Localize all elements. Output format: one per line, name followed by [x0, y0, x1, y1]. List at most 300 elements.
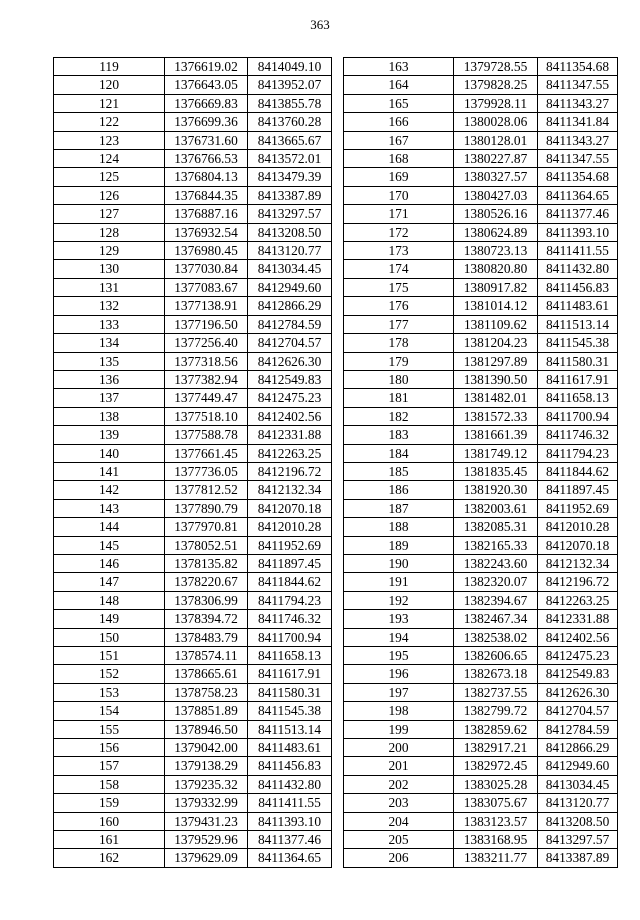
x-coordinate-cell: 1381661.39 [454, 426, 538, 444]
table-row [54, 518, 332, 536]
point-number-cell: 181 [344, 389, 454, 407]
point-number-cell: 160 [54, 812, 165, 830]
table-row [54, 297, 332, 315]
point-number-cell: 197 [344, 683, 454, 701]
table-row [344, 223, 618, 241]
y-coordinate-cell: 8411354.68 [538, 168, 618, 186]
x-coordinate-cell: 1377588.78 [165, 426, 248, 444]
y-coordinate-cell: 8412949.60 [538, 757, 618, 775]
table-row [54, 647, 332, 665]
y-coordinate-cell: 8411844.62 [538, 462, 618, 480]
y-coordinate-cell: 8412704.57 [248, 334, 332, 352]
table-row [54, 757, 332, 775]
table-row [54, 76, 332, 94]
table-row [54, 389, 332, 407]
point-number-cell: 185 [344, 462, 454, 480]
x-coordinate-cell: 1377382.94 [165, 370, 248, 388]
y-coordinate-cell: 8411456.83 [248, 757, 332, 775]
x-coordinate-cell: 1377083.67 [165, 278, 248, 296]
table-row [54, 683, 332, 701]
x-coordinate-cell: 1377318.56 [165, 352, 248, 370]
point-number-cell: 143 [54, 499, 165, 517]
y-coordinate-cell: 8412196.72 [248, 462, 332, 480]
x-coordinate-cell: 1377449.47 [165, 389, 248, 407]
x-coordinate-cell: 1378306.99 [165, 591, 248, 609]
point-number-cell: 182 [344, 407, 454, 425]
table-row [344, 462, 618, 480]
point-number-cell: 159 [54, 794, 165, 812]
table-row [54, 426, 332, 444]
table-row [344, 775, 618, 793]
point-number-cell: 144 [54, 518, 165, 536]
point-number-cell: 162 [54, 849, 165, 867]
y-coordinate-cell: 8411347.55 [538, 150, 618, 168]
table-row [54, 849, 332, 867]
y-coordinate-cell: 8411483.61 [538, 297, 618, 315]
x-coordinate-cell: 1381109.62 [454, 315, 538, 333]
point-number-cell: 123 [54, 131, 165, 149]
x-coordinate-cell: 1377256.40 [165, 334, 248, 352]
table-row [344, 739, 618, 757]
x-coordinate-cell: 1378052.51 [165, 536, 248, 554]
y-coordinate-cell: 8412331.88 [248, 426, 332, 444]
x-coordinate-cell: 1377030.84 [165, 260, 248, 278]
y-coordinate-cell: 8413479.39 [248, 168, 332, 186]
x-coordinate-cell: 1380427.03 [454, 186, 538, 204]
y-coordinate-cell: 8413120.77 [248, 242, 332, 260]
y-coordinate-cell: 8413572.01 [248, 150, 332, 168]
point-number-cell: 122 [54, 113, 165, 131]
y-coordinate-cell: 8413387.89 [538, 849, 618, 867]
table-row [344, 150, 618, 168]
table-row [344, 58, 618, 76]
x-coordinate-cell: 1383211.77 [454, 849, 538, 867]
point-number-cell: 120 [54, 76, 165, 94]
table-row [54, 610, 332, 628]
y-coordinate-cell: 8411341.84 [538, 113, 618, 131]
y-coordinate-cell: 8411343.27 [538, 94, 618, 112]
point-number-cell: 198 [344, 702, 454, 720]
table-row [344, 370, 618, 388]
x-coordinate-cell: 1378220.67 [165, 573, 248, 591]
point-number-cell: 119 [54, 58, 165, 76]
y-coordinate-cell: 8411952.69 [538, 499, 618, 517]
table-row [344, 812, 618, 830]
y-coordinate-cell: 8411343.27 [538, 131, 618, 149]
x-coordinate-cell: 1379828.25 [454, 76, 538, 94]
point-number-cell: 140 [54, 444, 165, 462]
point-number-cell: 184 [344, 444, 454, 462]
x-coordinate-cell: 1379332.99 [165, 794, 248, 812]
table-row [54, 481, 332, 499]
y-coordinate-cell: 8411617.91 [538, 370, 618, 388]
y-coordinate-cell: 8412784.59 [538, 720, 618, 738]
x-coordinate-cell: 1379728.55 [454, 58, 538, 76]
point-number-cell: 195 [344, 647, 454, 665]
point-number-cell: 179 [344, 352, 454, 370]
coordinates-table-right [343, 57, 618, 868]
x-coordinate-cell: 1377970.81 [165, 518, 248, 536]
x-coordinate-cell: 1379629.09 [165, 849, 248, 867]
table-row [344, 628, 618, 646]
x-coordinate-cell: 1382538.02 [454, 628, 538, 646]
point-number-cell: 168 [344, 150, 454, 168]
table-row [54, 223, 332, 241]
table-row [344, 518, 618, 536]
point-number-cell: 175 [344, 278, 454, 296]
y-coordinate-cell: 8411377.46 [248, 831, 332, 849]
x-coordinate-cell: 1377518.10 [165, 407, 248, 425]
x-coordinate-cell: 1381390.50 [454, 370, 538, 388]
y-coordinate-cell: 8411952.69 [248, 536, 332, 554]
x-coordinate-cell: 1381297.89 [454, 352, 538, 370]
y-coordinate-cell: 8411897.45 [538, 481, 618, 499]
x-coordinate-cell: 1382917.21 [454, 739, 538, 757]
table-row [344, 794, 618, 812]
x-coordinate-cell: 1383123.57 [454, 812, 538, 830]
x-coordinate-cell: 1376887.16 [165, 205, 248, 223]
table-row [54, 591, 332, 609]
table-row [344, 297, 618, 315]
point-number-cell: 201 [344, 757, 454, 775]
table-row [344, 591, 618, 609]
table-row [54, 168, 332, 186]
x-coordinate-cell: 1379138.29 [165, 757, 248, 775]
x-coordinate-cell: 1378574.11 [165, 647, 248, 665]
point-number-cell: 134 [54, 334, 165, 352]
table-row [344, 665, 618, 683]
x-coordinate-cell: 1382003.61 [454, 499, 538, 517]
point-number-cell: 205 [344, 831, 454, 849]
y-coordinate-cell: 8412549.83 [248, 370, 332, 388]
x-coordinate-cell: 1379529.96 [165, 831, 248, 849]
y-coordinate-cell: 8412626.30 [248, 352, 332, 370]
point-number-cell: 130 [54, 260, 165, 278]
y-coordinate-cell: 8411580.31 [248, 683, 332, 701]
table-row [344, 168, 618, 186]
table-row [344, 757, 618, 775]
table-row [344, 76, 618, 94]
y-coordinate-cell: 8413855.78 [248, 94, 332, 112]
x-coordinate-cell: 1378665.61 [165, 665, 248, 683]
x-coordinate-cell: 1382737.55 [454, 683, 538, 701]
table-row [344, 407, 618, 425]
point-number-cell: 135 [54, 352, 165, 370]
table-row [54, 702, 332, 720]
y-coordinate-cell: 8413034.45 [248, 260, 332, 278]
y-coordinate-cell: 8412475.23 [248, 389, 332, 407]
y-coordinate-cell: 8411513.14 [538, 315, 618, 333]
y-coordinate-cell: 8411483.61 [248, 739, 332, 757]
x-coordinate-cell: 1380327.57 [454, 168, 538, 186]
coordinates-table-right-body [344, 58, 618, 868]
table-row [344, 536, 618, 554]
point-number-cell: 189 [344, 536, 454, 554]
table-row [54, 150, 332, 168]
y-coordinate-cell: 8411432.80 [248, 775, 332, 793]
table-row [344, 499, 618, 517]
x-coordinate-cell: 1376844.35 [165, 186, 248, 204]
y-coordinate-cell: 8412132.34 [538, 554, 618, 572]
y-coordinate-cell: 8412549.83 [538, 665, 618, 683]
point-number-cell: 180 [344, 370, 454, 388]
x-coordinate-cell: 1382673.18 [454, 665, 538, 683]
point-number-cell: 167 [344, 131, 454, 149]
point-number-cell: 138 [54, 407, 165, 425]
x-coordinate-cell: 1383168.95 [454, 831, 538, 849]
table-row [54, 113, 332, 131]
table-row [54, 665, 332, 683]
table-row [54, 554, 332, 572]
point-number-cell: 206 [344, 849, 454, 867]
point-number-cell: 204 [344, 812, 454, 830]
table-row [344, 720, 618, 738]
x-coordinate-cell: 1382320.07 [454, 573, 538, 591]
x-coordinate-cell: 1378851.89 [165, 702, 248, 720]
x-coordinate-cell: 1378483.79 [165, 628, 248, 646]
point-number-cell: 141 [54, 462, 165, 480]
y-coordinate-cell: 8413034.45 [538, 775, 618, 793]
table-row [54, 720, 332, 738]
table-row [54, 775, 332, 793]
y-coordinate-cell: 8411364.65 [248, 849, 332, 867]
point-number-cell: 155 [54, 720, 165, 738]
point-number-cell: 127 [54, 205, 165, 223]
y-coordinate-cell: 8411411.55 [538, 242, 618, 260]
x-coordinate-cell: 1376804.13 [165, 168, 248, 186]
table-row [54, 499, 332, 517]
y-coordinate-cell: 8411377.46 [538, 205, 618, 223]
table-row [344, 444, 618, 462]
point-number-cell: 124 [54, 150, 165, 168]
y-coordinate-cell: 8413208.50 [248, 223, 332, 241]
table-row [54, 242, 332, 260]
point-number-cell: 129 [54, 242, 165, 260]
table-row [54, 739, 332, 757]
table-row [344, 186, 618, 204]
y-coordinate-cell: 8411658.13 [538, 389, 618, 407]
point-number-cell: 146 [54, 554, 165, 572]
point-number-cell: 176 [344, 297, 454, 315]
y-coordinate-cell: 8411545.38 [538, 334, 618, 352]
x-coordinate-cell: 1382606.65 [454, 647, 538, 665]
point-number-cell: 147 [54, 573, 165, 591]
y-coordinate-cell: 8413297.57 [248, 205, 332, 223]
point-number-cell: 148 [54, 591, 165, 609]
point-number-cell: 154 [54, 702, 165, 720]
y-coordinate-cell: 8413297.57 [538, 831, 618, 849]
y-coordinate-cell: 8411794.23 [538, 444, 618, 462]
x-coordinate-cell: 1376731.60 [165, 131, 248, 149]
x-coordinate-cell: 1377812.52 [165, 481, 248, 499]
point-number-cell: 200 [344, 739, 454, 757]
x-coordinate-cell: 1382972.45 [454, 757, 538, 775]
table-row [54, 536, 332, 554]
y-coordinate-cell: 8413208.50 [538, 812, 618, 830]
point-number-cell: 172 [344, 223, 454, 241]
point-number-cell: 152 [54, 665, 165, 683]
x-coordinate-cell: 1383075.67 [454, 794, 538, 812]
point-number-cell: 202 [344, 775, 454, 793]
x-coordinate-cell: 1380820.80 [454, 260, 538, 278]
x-coordinate-cell: 1377890.79 [165, 499, 248, 517]
x-coordinate-cell: 1376619.02 [165, 58, 248, 76]
point-number-cell: 191 [344, 573, 454, 591]
y-coordinate-cell: 8411580.31 [538, 352, 618, 370]
point-number-cell: 151 [54, 647, 165, 665]
point-number-cell: 142 [54, 481, 165, 499]
table-row [344, 205, 618, 223]
x-coordinate-cell: 1381835.45 [454, 462, 538, 480]
y-coordinate-cell: 8412866.29 [538, 739, 618, 757]
y-coordinate-cell: 8412263.25 [538, 591, 618, 609]
y-coordinate-cell: 8411700.94 [248, 628, 332, 646]
table-row [344, 573, 618, 591]
point-number-cell: 136 [54, 370, 165, 388]
point-number-cell: 192 [344, 591, 454, 609]
point-number-cell: 161 [54, 831, 165, 849]
x-coordinate-cell: 1382859.62 [454, 720, 538, 738]
point-number-cell: 128 [54, 223, 165, 241]
x-coordinate-cell: 1381014.12 [454, 297, 538, 315]
point-number-cell: 166 [344, 113, 454, 131]
point-number-cell: 174 [344, 260, 454, 278]
table-row [344, 334, 618, 352]
table-row [54, 260, 332, 278]
y-coordinate-cell: 8411513.14 [248, 720, 332, 738]
x-coordinate-cell: 1380128.01 [454, 131, 538, 149]
point-number-cell: 132 [54, 297, 165, 315]
x-coordinate-cell: 1379928.11 [454, 94, 538, 112]
point-number-cell: 163 [344, 58, 454, 76]
y-coordinate-cell: 8412784.59 [248, 315, 332, 333]
x-coordinate-cell: 1380526.16 [454, 205, 538, 223]
x-coordinate-cell: 1376669.83 [165, 94, 248, 112]
table-row [54, 315, 332, 333]
table-row [54, 352, 332, 370]
x-coordinate-cell: 1376643.05 [165, 76, 248, 94]
point-number-cell: 121 [54, 94, 165, 112]
x-coordinate-cell: 1377736.05 [165, 462, 248, 480]
point-number-cell: 190 [344, 554, 454, 572]
y-coordinate-cell: 8412196.72 [538, 573, 618, 591]
point-number-cell: 156 [54, 739, 165, 757]
point-number-cell: 150 [54, 628, 165, 646]
point-number-cell: 203 [344, 794, 454, 812]
y-coordinate-cell: 8412704.57 [538, 702, 618, 720]
y-coordinate-cell: 8411393.10 [248, 812, 332, 830]
table-row [344, 389, 618, 407]
x-coordinate-cell: 1381482.01 [454, 389, 538, 407]
y-coordinate-cell: 8411746.32 [538, 426, 618, 444]
y-coordinate-cell: 8411700.94 [538, 407, 618, 425]
x-coordinate-cell: 1380227.87 [454, 150, 538, 168]
x-coordinate-cell: 1383025.28 [454, 775, 538, 793]
point-number-cell: 169 [344, 168, 454, 186]
point-number-cell: 199 [344, 720, 454, 738]
table-row [54, 58, 332, 76]
table-row [344, 242, 618, 260]
table-row [344, 131, 618, 149]
point-number-cell: 171 [344, 205, 454, 223]
point-number-cell: 177 [344, 315, 454, 333]
table-row [54, 794, 332, 812]
y-coordinate-cell: 8411364.65 [538, 186, 618, 204]
y-coordinate-cell: 8413387.89 [248, 186, 332, 204]
y-coordinate-cell: 8412010.28 [538, 518, 618, 536]
y-coordinate-cell: 8414049.10 [248, 58, 332, 76]
y-coordinate-cell: 8412475.23 [538, 647, 618, 665]
table-row [54, 94, 332, 112]
y-coordinate-cell: 8413952.07 [248, 76, 332, 94]
table-row [54, 444, 332, 462]
y-coordinate-cell: 8411617.91 [248, 665, 332, 683]
x-coordinate-cell: 1379431.23 [165, 812, 248, 830]
y-coordinate-cell: 8411456.83 [538, 278, 618, 296]
point-number-cell: 188 [344, 518, 454, 536]
x-coordinate-cell: 1376766.53 [165, 150, 248, 168]
x-coordinate-cell: 1380028.06 [454, 113, 538, 131]
y-coordinate-cell: 8411897.45 [248, 554, 332, 572]
point-number-cell: 125 [54, 168, 165, 186]
y-coordinate-cell: 8411432.80 [538, 260, 618, 278]
y-coordinate-cell: 8411658.13 [248, 647, 332, 665]
x-coordinate-cell: 1382467.34 [454, 610, 538, 628]
y-coordinate-cell: 8411794.23 [248, 591, 332, 609]
table-row [54, 370, 332, 388]
table-row [344, 426, 618, 444]
table-row [344, 849, 618, 867]
point-number-cell: 173 [344, 242, 454, 260]
x-coordinate-cell: 1378946.50 [165, 720, 248, 738]
x-coordinate-cell: 1382799.72 [454, 702, 538, 720]
x-coordinate-cell: 1380917.82 [454, 278, 538, 296]
x-coordinate-cell: 1377196.50 [165, 315, 248, 333]
table-row [344, 831, 618, 849]
y-coordinate-cell: 8412263.25 [248, 444, 332, 462]
y-coordinate-cell: 8411746.32 [248, 610, 332, 628]
table-row [344, 554, 618, 572]
x-coordinate-cell: 1380624.89 [454, 223, 538, 241]
y-coordinate-cell: 8412010.28 [248, 518, 332, 536]
y-coordinate-cell: 8411354.68 [538, 58, 618, 76]
table-row [54, 462, 332, 480]
y-coordinate-cell: 8412402.56 [248, 407, 332, 425]
point-number-cell: 165 [344, 94, 454, 112]
point-number-cell: 178 [344, 334, 454, 352]
x-coordinate-cell: 1380723.13 [454, 242, 538, 260]
point-number-cell: 139 [54, 426, 165, 444]
y-coordinate-cell: 8412331.88 [538, 610, 618, 628]
y-coordinate-cell: 8412132.34 [248, 481, 332, 499]
x-coordinate-cell: 1379235.32 [165, 775, 248, 793]
table-row [344, 481, 618, 499]
point-number-cell: 126 [54, 186, 165, 204]
x-coordinate-cell: 1377138.91 [165, 297, 248, 315]
table-row [54, 131, 332, 149]
point-number-cell: 145 [54, 536, 165, 554]
point-number-cell: 153 [54, 683, 165, 701]
y-coordinate-cell: 8411393.10 [538, 223, 618, 241]
point-number-cell: 186 [344, 481, 454, 499]
table-row [344, 260, 618, 278]
coordinates-table-left-body [54, 58, 332, 868]
table-row [54, 812, 332, 830]
y-coordinate-cell: 8413760.28 [248, 113, 332, 131]
x-coordinate-cell: 1378394.72 [165, 610, 248, 628]
x-coordinate-cell: 1377661.45 [165, 444, 248, 462]
table-row [344, 610, 618, 628]
